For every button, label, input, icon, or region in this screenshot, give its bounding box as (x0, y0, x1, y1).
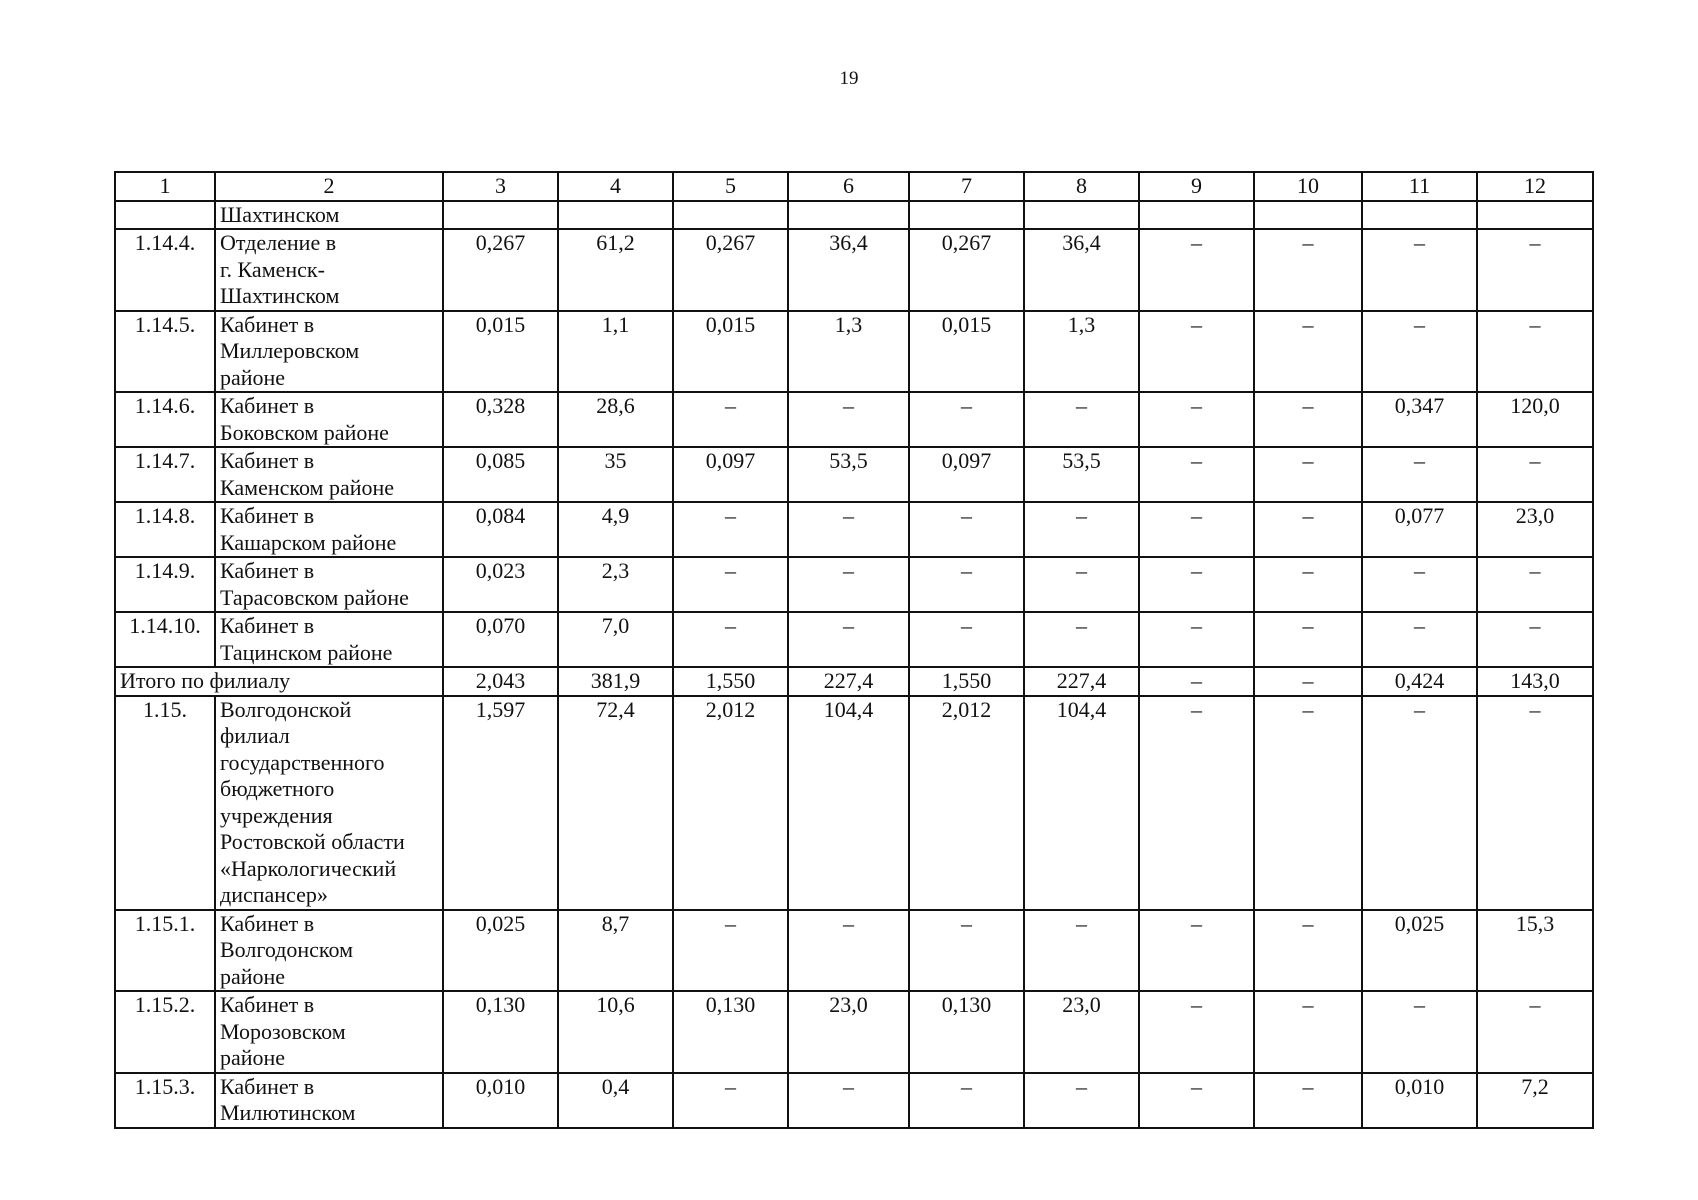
table-row (115, 502, 1593, 557)
value-cell: 61,2 (558, 229, 673, 311)
row-number: 1.15. (115, 696, 215, 910)
value-cell: – (1139, 502, 1254, 557)
value-cell: – (1362, 696, 1477, 910)
header-row (115, 172, 1593, 201)
value-cell: 0,025 (1362, 910, 1477, 992)
value-cell: 0,010 (443, 1073, 558, 1128)
value-cell: 0,010 (1362, 1073, 1477, 1128)
value-cell: 8,7 (558, 910, 673, 992)
value-cell: – (673, 612, 788, 667)
value-cell: 15,3 (1477, 910, 1593, 992)
column-header-4: 4 (558, 172, 673, 201)
value-cell: – (1477, 229, 1593, 311)
value-cell: – (909, 392, 1024, 447)
value-cell: 381,9 (558, 667, 673, 696)
page-number: 19 (839, 68, 859, 89)
row-name-line: Морозовском (220, 1018, 346, 1044)
value-cell: 4,9 (558, 502, 673, 557)
value-cell: 0,015 (909, 311, 1024, 393)
value-cell: 1,3 (788, 311, 909, 393)
value-cell: 0,023 (443, 557, 558, 612)
value-cell: 0,130 (909, 991, 1024, 1073)
row-name (215, 910, 443, 992)
row-number: 1.14.4. (115, 229, 215, 311)
value-cell (1024, 201, 1139, 230)
value-cell: – (1024, 502, 1139, 557)
row-number: 1.14.9. (115, 557, 215, 612)
value-cell: – (1254, 447, 1362, 502)
row-name (215, 991, 443, 1073)
row-name (215, 612, 443, 667)
row-number (115, 201, 215, 230)
value-cell: 2,012 (673, 696, 788, 910)
row-number: 1.14.5. (115, 311, 215, 393)
value-cell: – (909, 557, 1024, 612)
value-cell: 1,597 (443, 696, 558, 910)
row-number: 1.15.2. (115, 991, 215, 1073)
value-cell: 0,085 (443, 447, 558, 502)
row-name-line: Кабинет в (220, 910, 315, 936)
row-name-line: Ростовской области (220, 829, 405, 854)
column-header-5: 5 (673, 172, 788, 201)
value-cell: – (673, 502, 788, 557)
value-cell: 36,4 (1024, 229, 1139, 311)
row-name-line: диспансер» (220, 882, 328, 907)
value-cell: 1,3 (1024, 311, 1139, 393)
value-cell: 104,4 (1024, 696, 1139, 910)
value-cell: – (788, 392, 909, 447)
table-row (115, 392, 1593, 447)
row-name-line: Отделение в (220, 230, 337, 255)
column-header-7: 7 (909, 172, 1024, 201)
value-cell: – (1254, 910, 1362, 992)
value-cell (558, 201, 673, 230)
value-cell: 120,0 (1477, 392, 1593, 447)
value-cell: 0,267 (673, 229, 788, 311)
value-cell: – (1254, 557, 1362, 612)
value-cell: 1,1 (558, 311, 673, 393)
value-cell: – (1362, 991, 1477, 1073)
column-header-6: 6 (788, 172, 909, 201)
value-cell: – (788, 502, 909, 557)
value-cell: 0,025 (443, 910, 558, 992)
value-cell: 0,424 (1362, 667, 1477, 696)
row-name (215, 502, 443, 557)
row-name (215, 696, 443, 910)
value-cell: 227,4 (788, 667, 909, 696)
row-name (215, 201, 443, 230)
value-cell: – (1139, 557, 1254, 612)
value-cell: – (909, 1073, 1024, 1128)
row-name-line: учреждения (220, 802, 333, 828)
value-cell: 2,012 (909, 696, 1024, 910)
value-cell: – (1254, 667, 1362, 696)
value-cell: – (673, 1073, 788, 1128)
value-cell: – (1254, 392, 1362, 447)
row-name-line: районе (220, 1045, 286, 1070)
row-name-line: Тарасовском районе (220, 584, 409, 610)
value-cell: – (788, 910, 909, 992)
value-cell: – (1254, 991, 1362, 1073)
value-cell: 0,347 (1362, 392, 1477, 447)
value-cell: – (1362, 311, 1477, 393)
row-name-line: Боковском районе (220, 419, 389, 445)
value-cell: – (1254, 502, 1362, 557)
value-cell: – (1139, 696, 1254, 910)
column-header-11: 11 (1362, 172, 1477, 201)
value-cell: – (1139, 311, 1254, 393)
value-cell: – (1477, 447, 1593, 502)
row-name-line: Волгодонском (220, 937, 354, 962)
row-name (215, 392, 443, 447)
value-cell: 227,4 (1024, 667, 1139, 696)
row-name-line: Шахтинском (220, 201, 340, 227)
row-name-line: Волгодонской (220, 696, 352, 722)
value-cell (1362, 201, 1477, 230)
value-cell: – (1139, 392, 1254, 447)
row-name-line: Тацинском районе (220, 639, 393, 665)
row-name-line: Каменском районе (220, 474, 395, 500)
row-name-line: Милютинском (220, 1100, 356, 1125)
value-cell: – (1254, 311, 1362, 393)
value-cell: 0,084 (443, 502, 558, 557)
value-cell: – (1362, 447, 1477, 502)
value-cell: – (909, 910, 1024, 992)
value-cell (1139, 201, 1254, 230)
value-cell: – (1362, 612, 1477, 667)
row-name-line: Кабинет в (220, 558, 315, 583)
value-cell: – (788, 557, 909, 612)
value-cell (788, 201, 909, 230)
row-name (215, 229, 443, 311)
column-header-3: 3 (443, 172, 558, 201)
value-cell: – (1477, 696, 1593, 910)
row-name-line: филиал (220, 723, 290, 748)
value-cell: – (788, 1073, 909, 1128)
value-cell: – (1024, 392, 1139, 447)
row-name-line: Кабинет в (220, 448, 315, 473)
value-cell: 1,550 (673, 667, 788, 696)
row-number: 1.14.7. (115, 447, 215, 502)
value-cell: – (1139, 667, 1254, 696)
value-cell: 53,5 (788, 447, 909, 502)
value-cell: 23,0 (1024, 991, 1139, 1073)
value-cell: – (1139, 991, 1254, 1073)
table-row (115, 447, 1593, 502)
table-row (115, 311, 1593, 393)
table-row (115, 201, 1593, 230)
value-cell: – (909, 612, 1024, 667)
total-label: Итого по филиалу (115, 667, 443, 696)
row-name-line: районе (220, 963, 286, 989)
value-cell: – (788, 612, 909, 667)
row-name (215, 447, 443, 502)
column-header-12: 12 (1477, 172, 1593, 201)
value-cell: – (1477, 612, 1593, 667)
table-row (115, 557, 1593, 612)
row-name-line: Кабинет в (220, 1073, 315, 1099)
value-cell: 0,4 (558, 1073, 673, 1128)
row-name-line: Кабинет в (220, 311, 315, 337)
value-cell (1254, 201, 1362, 230)
value-cell: – (1024, 612, 1139, 667)
value-cell: – (1254, 1073, 1362, 1128)
total-row (115, 667, 1593, 696)
column-header-9: 9 (1139, 172, 1254, 201)
column-header-10: 10 (1254, 172, 1362, 201)
row-name-line: Кабинет в (220, 393, 315, 418)
row-number: 1.14.8. (115, 502, 215, 557)
row-name-line: Миллеровском (220, 338, 360, 363)
value-cell: 2,3 (558, 557, 673, 612)
value-cell: 2,043 (443, 667, 558, 696)
value-cell (1477, 201, 1593, 230)
value-cell: – (1477, 311, 1593, 393)
value-cell: 0,077 (1362, 502, 1477, 557)
row-name-line: районе (220, 364, 286, 390)
table-row (115, 991, 1593, 1073)
value-cell: – (1254, 696, 1362, 910)
row-name-line: «Наркологический (220, 855, 397, 881)
row-name-line: Шахтинском (220, 283, 340, 308)
value-cell: – (673, 910, 788, 992)
value-cell: 0,070 (443, 612, 558, 667)
value-cell: – (1362, 229, 1477, 311)
value-cell: – (673, 392, 788, 447)
value-cell: 7,0 (558, 612, 673, 667)
row-name (215, 1073, 443, 1128)
value-cell: – (1254, 229, 1362, 311)
value-cell: – (1139, 447, 1254, 502)
row-name-line: Кабинет в (220, 613, 315, 638)
row-number: 1.14.10. (115, 612, 215, 667)
value-cell: 0,097 (909, 447, 1024, 502)
value-cell: 0,015 (673, 311, 788, 393)
value-cell (673, 201, 788, 230)
value-cell: 143,0 (1477, 667, 1593, 696)
row-name (215, 311, 443, 393)
table-row (115, 229, 1593, 311)
column-header-2: 2 (215, 172, 443, 201)
value-cell: – (1024, 557, 1139, 612)
table-row (115, 696, 1593, 910)
row-name-line: бюджетного (220, 776, 335, 801)
value-cell: 35 (558, 447, 673, 502)
value-cell: 0,267 (909, 229, 1024, 311)
row-number: 1.15.1. (115, 910, 215, 992)
value-cell: 0,267 (443, 229, 558, 311)
value-cell: 7,2 (1477, 1073, 1593, 1128)
value-cell: 23,0 (788, 991, 909, 1073)
row-name-line: государственного (220, 749, 385, 775)
value-cell: 0,130 (673, 991, 788, 1073)
value-cell: – (1139, 910, 1254, 992)
value-cell: 28,6 (558, 392, 673, 447)
value-cell: 0,328 (443, 392, 558, 447)
value-cell: 10,6 (558, 991, 673, 1073)
column-header-1: 1 (115, 172, 215, 201)
value-cell: – (1139, 612, 1254, 667)
value-cell: – (673, 557, 788, 612)
table-row (115, 612, 1593, 667)
table-row (115, 1073, 1593, 1128)
value-cell: 53,5 (1024, 447, 1139, 502)
data-table (114, 171, 1594, 1129)
value-cell (909, 201, 1024, 230)
value-cell: – (1024, 1073, 1139, 1128)
row-name-line: Кабинет в (220, 503, 315, 528)
table-row (115, 910, 1593, 992)
value-cell (443, 201, 558, 230)
value-cell: – (1139, 229, 1254, 311)
value-cell: 0,015 (443, 311, 558, 393)
value-cell: – (1362, 557, 1477, 612)
row-name (215, 557, 443, 612)
row-name-line: г. Каменск- (220, 256, 325, 282)
value-cell: – (1139, 1073, 1254, 1128)
value-cell: 36,4 (788, 229, 909, 311)
column-header-8: 8 (1024, 172, 1139, 201)
value-cell: – (1254, 612, 1362, 667)
row-name-line: Кашарском районе (220, 529, 397, 555)
value-cell: 104,4 (788, 696, 909, 910)
row-number: 1.14.6. (115, 392, 215, 447)
value-cell: – (1477, 991, 1593, 1073)
value-cell: 23,0 (1477, 502, 1593, 557)
value-cell: 0,097 (673, 447, 788, 502)
row-number: 1.15.3. (115, 1073, 215, 1128)
value-cell: – (909, 502, 1024, 557)
value-cell: 0,130 (443, 991, 558, 1073)
value-cell: 72,4 (558, 696, 673, 910)
value-cell: 1,550 (909, 667, 1024, 696)
value-cell: – (1477, 557, 1593, 612)
row-name-line: Кабинет в (220, 992, 315, 1017)
value-cell: – (1024, 910, 1139, 992)
